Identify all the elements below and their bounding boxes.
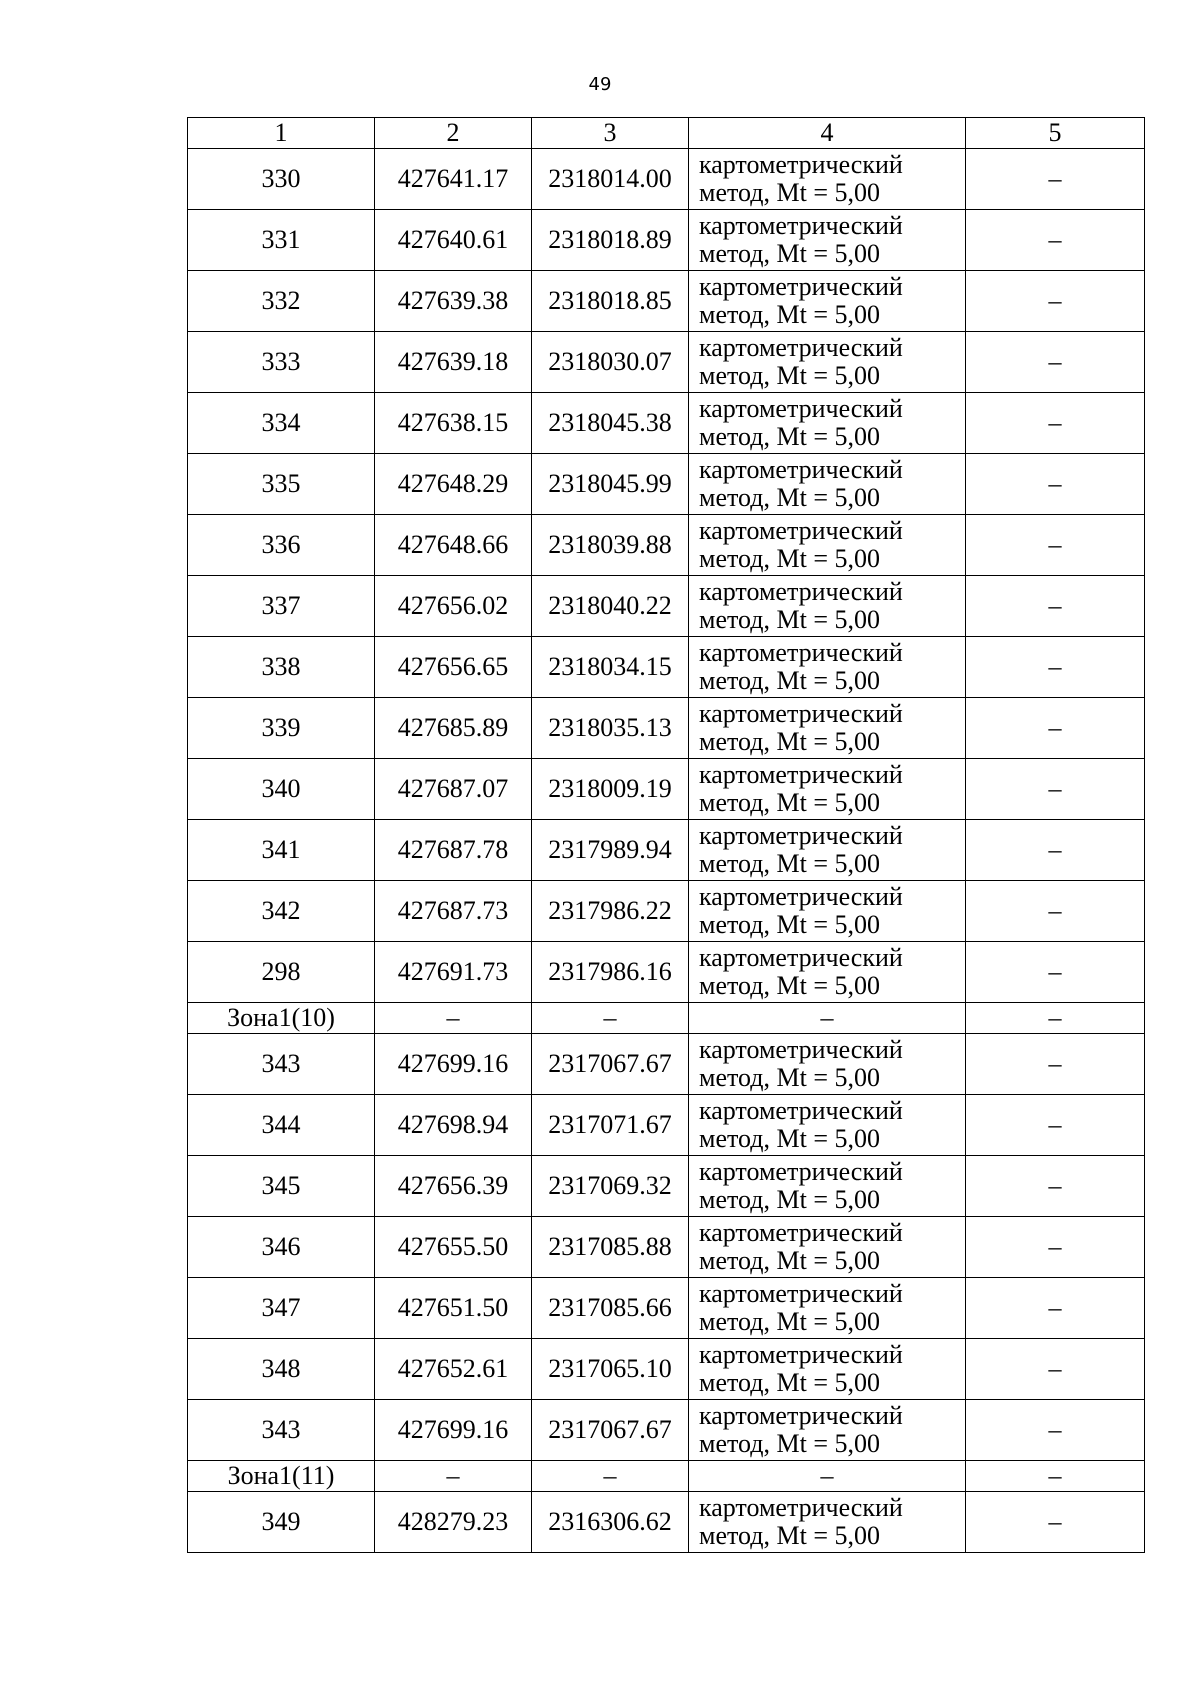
- method-line-2: метод, Mt = 5,00: [699, 178, 880, 207]
- x-cell: 427656.02: [375, 576, 532, 637]
- point-number-cell: 337: [188, 576, 375, 637]
- point-number-cell: 347: [188, 1278, 375, 1339]
- table-row: [188, 1492, 1145, 1553]
- method-cell: [689, 1278, 966, 1339]
- y-cell: 2318039.88: [532, 515, 689, 576]
- note-cell: –: [966, 576, 1145, 637]
- method-line-2: метод, Mt = 5,00: [699, 1246, 880, 1275]
- method-line-1: картометрический: [699, 333, 903, 362]
- note-cell: –: [966, 1003, 1145, 1034]
- coordinates-table: [187, 117, 1145, 1553]
- method-cell: [689, 332, 966, 393]
- method-cell: [689, 271, 966, 332]
- method-line-1: картометрический: [699, 455, 903, 484]
- method-line-1: картометрический: [699, 1157, 903, 1186]
- method-line-1: картометрический: [699, 1035, 903, 1064]
- page-number: 49: [588, 74, 612, 95]
- table-header-row: [188, 118, 1145, 149]
- method-cell: [689, 881, 966, 942]
- x-cell: 427687.78: [375, 820, 532, 881]
- method-line-1: картометрический: [699, 638, 903, 667]
- point-number-cell: 336: [188, 515, 375, 576]
- x-cell: 427640.61: [375, 210, 532, 271]
- method-cell: [689, 1095, 966, 1156]
- method-line-2: метод, Mt = 5,00: [699, 1063, 880, 1092]
- y-cell: 2318018.89: [532, 210, 689, 271]
- table-row: [188, 1278, 1145, 1339]
- table-row: [188, 820, 1145, 881]
- table-body: [188, 149, 1145, 1553]
- y-cell: 2316306.62: [532, 1492, 689, 1553]
- method-line-1: картометрический: [699, 394, 903, 423]
- header-cell-5: 5: [966, 118, 1145, 149]
- y-cell: 2318030.07: [532, 332, 689, 393]
- note-cell: –: [966, 881, 1145, 942]
- point-number-cell: 343: [188, 1400, 375, 1461]
- x-cell: 427639.18: [375, 332, 532, 393]
- x-cell: 427648.66: [375, 515, 532, 576]
- note-cell: –: [966, 1217, 1145, 1278]
- x-cell: 428279.23: [375, 1492, 532, 1553]
- table-row: [188, 1400, 1145, 1461]
- zone-row: [188, 1461, 1145, 1492]
- point-number-cell: 349: [188, 1492, 375, 1553]
- x-cell: 427638.15: [375, 393, 532, 454]
- table-row: [188, 1095, 1145, 1156]
- method-line-2: метод, Mt = 5,00: [699, 422, 880, 451]
- table-row: [188, 1339, 1145, 1400]
- x-cell: 427691.73: [375, 942, 532, 1003]
- y-cell: 2318018.85: [532, 271, 689, 332]
- point-number-cell: 331: [188, 210, 375, 271]
- method-cell: [689, 759, 966, 820]
- method-cell: [689, 454, 966, 515]
- note-cell: –: [966, 637, 1145, 698]
- method-cell: [689, 820, 966, 881]
- y-cell: 2317085.88: [532, 1217, 689, 1278]
- y-cell: 2317067.67: [532, 1034, 689, 1095]
- x-cell: 427652.61: [375, 1339, 532, 1400]
- method-cell: [689, 576, 966, 637]
- x-cell: –: [375, 1003, 532, 1034]
- table-row: [188, 1156, 1145, 1217]
- y-cell: 2317069.32: [532, 1156, 689, 1217]
- note-cell: –: [966, 1034, 1145, 1095]
- table-row: [188, 454, 1145, 515]
- x-cell: 427699.16: [375, 1400, 532, 1461]
- method-cell: [689, 1217, 966, 1278]
- table-row: [188, 1034, 1145, 1095]
- method-line-1: картометрический: [699, 1401, 903, 1430]
- method-line-2: метод, Mt = 5,00: [699, 300, 880, 329]
- note-cell: –: [966, 1339, 1145, 1400]
- note-cell: –: [966, 393, 1145, 454]
- method-line-1: картометрический: [699, 699, 903, 728]
- method-cell: –: [689, 1461, 966, 1492]
- note-cell: –: [966, 1095, 1145, 1156]
- x-cell: 427655.50: [375, 1217, 532, 1278]
- method-line-2: метод, Mt = 5,00: [699, 361, 880, 390]
- y-cell: 2318045.99: [532, 454, 689, 515]
- method-cell: [689, 1492, 966, 1553]
- table-row: [188, 637, 1145, 698]
- table-row: [188, 393, 1145, 454]
- method-line-2: метод, Mt = 5,00: [699, 1185, 880, 1214]
- x-cell: 427641.17: [375, 149, 532, 210]
- point-number-cell: 348: [188, 1339, 375, 1400]
- table-row: [188, 698, 1145, 759]
- method-line-1: картометрический: [699, 1340, 903, 1369]
- x-cell: 427685.89: [375, 698, 532, 759]
- x-cell: 427639.38: [375, 271, 532, 332]
- point-number-cell: 343: [188, 1034, 375, 1095]
- method-line-1: картометрический: [699, 821, 903, 850]
- point-number-cell: 340: [188, 759, 375, 820]
- x-cell: –: [375, 1461, 532, 1492]
- zone-label-cell: Зона1(11): [188, 1461, 375, 1492]
- method-line-2: метод, Mt = 5,00: [699, 544, 880, 573]
- note-cell: –: [966, 454, 1145, 515]
- method-line-2: метод, Mt = 5,00: [699, 1429, 880, 1458]
- method-cell: [689, 1156, 966, 1217]
- point-number-cell: 339: [188, 698, 375, 759]
- y-cell: 2317986.16: [532, 942, 689, 1003]
- method-cell: [689, 1400, 966, 1461]
- method-cell: [689, 1339, 966, 1400]
- table-row: [188, 576, 1145, 637]
- method-cell: [689, 393, 966, 454]
- table-row: [188, 271, 1145, 332]
- header-cell-4: 4: [689, 118, 966, 149]
- method-line-1: картометрический: [699, 943, 903, 972]
- table-row: [188, 881, 1145, 942]
- note-cell: –: [966, 1492, 1145, 1553]
- method-cell: [689, 210, 966, 271]
- method-line-2: метод, Mt = 5,00: [699, 971, 880, 1000]
- note-cell: –: [966, 1400, 1145, 1461]
- method-line-1: картометрический: [699, 1493, 903, 1522]
- header-cell-2: 2: [375, 118, 532, 149]
- method-cell: [689, 515, 966, 576]
- x-cell: 427656.39: [375, 1156, 532, 1217]
- y-cell: 2317986.22: [532, 881, 689, 942]
- y-cell: 2317989.94: [532, 820, 689, 881]
- method-line-1: картометрический: [699, 1279, 903, 1308]
- x-cell: 427687.07: [375, 759, 532, 820]
- method-line-2: метод, Mt = 5,00: [699, 910, 880, 939]
- method-line-1: картометрический: [699, 882, 903, 911]
- note-cell: –: [966, 1461, 1145, 1492]
- method-line-2: метод, Mt = 5,00: [699, 1521, 880, 1550]
- y-cell: 2317071.67: [532, 1095, 689, 1156]
- point-number-cell: 298: [188, 942, 375, 1003]
- table-row: [188, 515, 1145, 576]
- x-cell: 427699.16: [375, 1034, 532, 1095]
- method-line-1: картометрический: [699, 150, 903, 179]
- table-row: [188, 332, 1145, 393]
- method-line-1: картометрический: [699, 577, 903, 606]
- method-line-1: картометрический: [699, 211, 903, 240]
- table-row: [188, 1217, 1145, 1278]
- x-cell: 427687.73: [375, 881, 532, 942]
- x-cell: 427698.94: [375, 1095, 532, 1156]
- y-cell: 2318045.38: [532, 393, 689, 454]
- header-cell-1: 1: [188, 118, 375, 149]
- zone-row: [188, 1003, 1145, 1034]
- point-number-cell: 334: [188, 393, 375, 454]
- method-line-2: метод, Mt = 5,00: [699, 239, 880, 268]
- method-line-2: метод, Mt = 5,00: [699, 605, 880, 634]
- method-line-2: метод, Mt = 5,00: [699, 727, 880, 756]
- point-number-cell: 341: [188, 820, 375, 881]
- point-number-cell: 335: [188, 454, 375, 515]
- method-line-1: картометрический: [699, 1096, 903, 1125]
- note-cell: –: [966, 332, 1145, 393]
- point-number-cell: 330: [188, 149, 375, 210]
- zone-label-cell: Зона1(10): [188, 1003, 375, 1034]
- note-cell: –: [966, 1156, 1145, 1217]
- point-number-cell: 333: [188, 332, 375, 393]
- method-line-2: метод, Mt = 5,00: [699, 1368, 880, 1397]
- note-cell: –: [966, 515, 1145, 576]
- y-cell: 2318014.00: [532, 149, 689, 210]
- method-cell: [689, 698, 966, 759]
- point-number-cell: 344: [188, 1095, 375, 1156]
- note-cell: –: [966, 942, 1145, 1003]
- y-cell: 2317067.67: [532, 1400, 689, 1461]
- table-row: [188, 759, 1145, 820]
- y-cell: –: [532, 1003, 689, 1034]
- table-row: [188, 942, 1145, 1003]
- table-row: [188, 149, 1145, 210]
- header-cell-3: 3: [532, 118, 689, 149]
- method-line-2: метод, Mt = 5,00: [699, 1307, 880, 1336]
- method-cell: [689, 1034, 966, 1095]
- method-line-2: метод, Mt = 5,00: [699, 1124, 880, 1153]
- method-line-2: метод, Mt = 5,00: [699, 666, 880, 695]
- y-cell: 2317065.10: [532, 1339, 689, 1400]
- y-cell: 2318035.13: [532, 698, 689, 759]
- method-line-2: метод, Mt = 5,00: [699, 849, 880, 878]
- y-cell: 2318040.22: [532, 576, 689, 637]
- x-cell: 427651.50: [375, 1278, 532, 1339]
- x-cell: 427648.29: [375, 454, 532, 515]
- point-number-cell: 332: [188, 271, 375, 332]
- method-line-1: картометрический: [699, 760, 903, 789]
- method-cell: [689, 149, 966, 210]
- method-line-2: метод, Mt = 5,00: [699, 788, 880, 817]
- y-cell: 2318009.19: [532, 759, 689, 820]
- note-cell: –: [966, 271, 1145, 332]
- y-cell: 2317085.66: [532, 1278, 689, 1339]
- method-line-1: картометрический: [699, 1218, 903, 1247]
- method-cell: –: [689, 1003, 966, 1034]
- method-cell: [689, 942, 966, 1003]
- y-cell: –: [532, 1461, 689, 1492]
- y-cell: 2318034.15: [532, 637, 689, 698]
- note-cell: –: [966, 759, 1145, 820]
- table-row: [188, 210, 1145, 271]
- note-cell: –: [966, 210, 1145, 271]
- note-cell: –: [966, 1278, 1145, 1339]
- method-cell: [689, 637, 966, 698]
- x-cell: 427656.65: [375, 637, 532, 698]
- point-number-cell: 346: [188, 1217, 375, 1278]
- point-number-cell: 345: [188, 1156, 375, 1217]
- note-cell: –: [966, 149, 1145, 210]
- point-number-cell: 342: [188, 881, 375, 942]
- point-number-cell: 338: [188, 637, 375, 698]
- method-line-1: картометрический: [699, 272, 903, 301]
- method-line-1: картометрический: [699, 516, 903, 545]
- note-cell: –: [966, 698, 1145, 759]
- note-cell: –: [966, 820, 1145, 881]
- method-line-2: метод, Mt = 5,00: [699, 483, 880, 512]
